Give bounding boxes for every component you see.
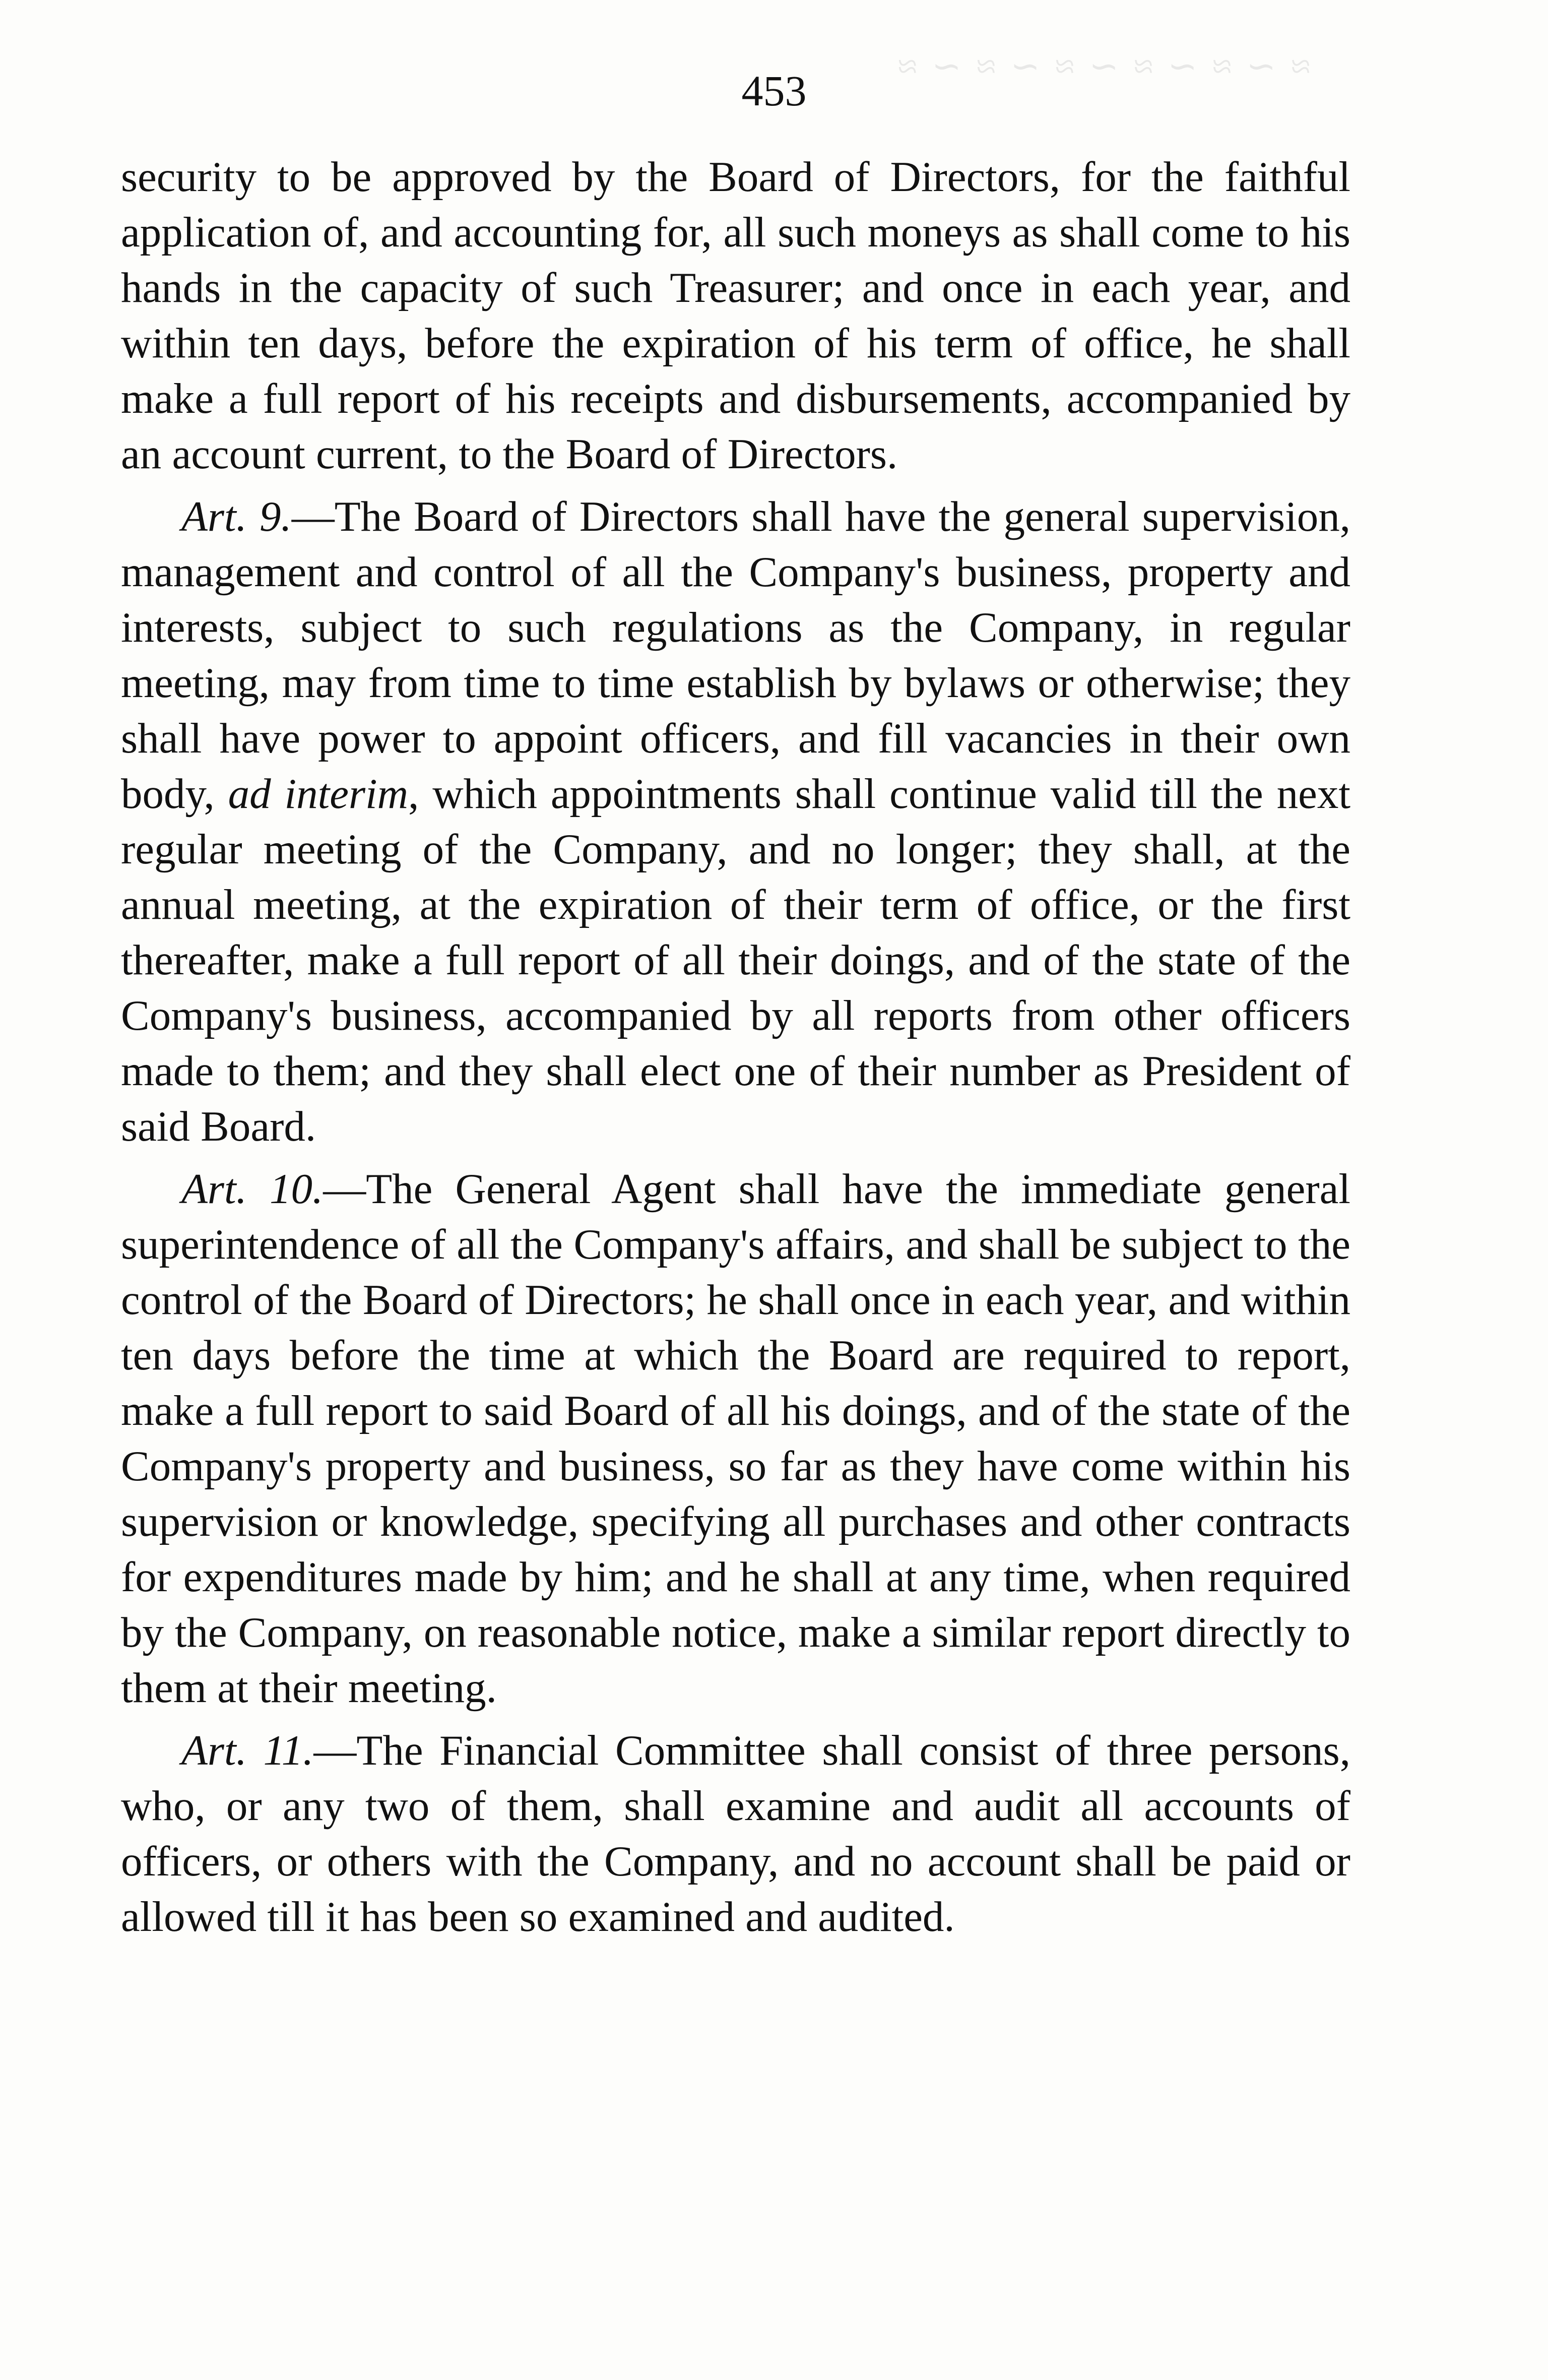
article-label: Art. 9. bbox=[181, 493, 292, 540]
article-text-italic: ad interim bbox=[228, 770, 409, 818]
page-number: 453 bbox=[741, 67, 807, 115]
body-text bbox=[121, 149, 1350, 1945]
paragraph-gap bbox=[121, 1716, 1350, 1723]
paragraph-text: security to be approved by the Board of Directors, for the faithful application of, and accounting for, all such moneys as shall come to his hands in the capacity of such Treasurer; and once in each year, and within ten days, before the expiration of his term of office, he shall make a full report of his receipts and disbursements, accompanied by an account current, to the Board of Directors. bbox=[121, 153, 1350, 478]
article-label: Art. 10. bbox=[181, 1165, 324, 1213]
article-label: Art. 11. bbox=[181, 1727, 314, 1774]
paragraph-gap bbox=[121, 482, 1350, 489]
article-10 bbox=[121, 1161, 1350, 1716]
article-text: —The General Agent shall have the immediate general superintendence of all the Company's affairs, and shall be subject to the control of the Board of Directors; he shall once in each year, and within ten days before the time at which the Board are required to report, make a full report to said Board of all his doings, and of the state of the Company's property and business, so far as they have come within his supervision or knowledge, specifying all purchases and other contracts for expenditures made by him; and he shall at any time, when required by the Company, on reasonable notice, make a similar report directly to them at their meeting. bbox=[121, 1165, 1350, 1712]
article-text-part-1: —The Board of Directors shall have the general supervision, management and control of all the Company's business, property and interests, subject to such regulations as the Company, in regular meeting, may from time to time establish by bylaws or otherwise; they shall have power to appoint officers, and fill vacancies in their own body, bbox=[121, 493, 1350, 818]
article-text: —The Financial Committee shall consist of three persons, who, or any two of them, shall examine and audit all accounts of officers, or others with the Company, and no account shall be paid or allowed till it has been so examined and audited. bbox=[121, 1727, 1350, 1940]
bleed-through-decoration: ≈ ∼ ≈ ∼ ≈ ∼ ≈ ∼ ≈ ∼ ≈ bbox=[894, 47, 1310, 86]
paragraph-continuation bbox=[121, 149, 1350, 482]
article-11 bbox=[121, 1723, 1350, 1945]
article-9 bbox=[121, 489, 1350, 1154]
article-text-part-2: , which appointments shall continue valid till the next regular meeting of the Company, and no longer; they shall, at the annual meeting, at the expiration of their term of office, or the first thereafter, make a full report of all their doings, and of the state of the Company's business, accompanied by all reports from other officers made to them; and they shall elect one of their number as President of said Board. bbox=[121, 770, 1350, 1150]
paragraph-gap bbox=[121, 1154, 1350, 1161]
